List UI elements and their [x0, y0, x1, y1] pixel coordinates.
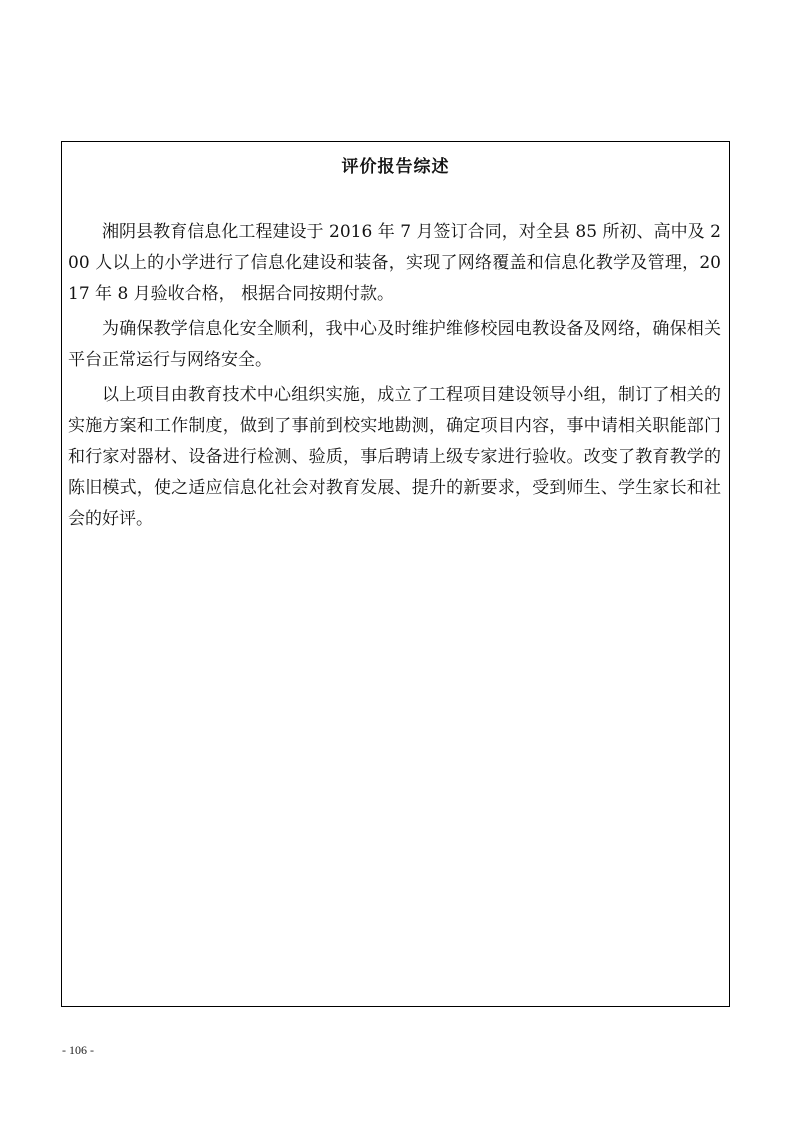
- paragraph-maintenance: 为确保教学信息化安全顺利，我中心及时维护维修校园电教设备及网络，确保相关平台正常运行与网络安全。: [68, 319, 721, 370]
- report-body: [68, 217, 721, 535]
- paragraph-project-overview: 湘阴县教育信息化工程建设于 2016 年 7 月签订合同，对全县 85 所初、高中及 200 人以上的小学进行了信息化建设和装备，实现了网络覆盖和信息化教学及管理，2017 年 8 月验收合格， 根据合同按期付款。: [68, 222, 721, 304]
- paragraph-implementation: 以上项目由教育技术中心组织实施，成立了工程项目建设领导小组，制订了相关的实施方案和工作制度，做到了事前到校实地勘测，确定项目内容，事中请相关职能部门和行家对器材、设备进行检测、验质，事后聘请上级专家进行验收。改变了教育教学的陈旧模式，使之适应信息化社会对教育发展、提升的新要求，受到师生、学生家长和社会的好评。: [68, 385, 721, 529]
- report-title: 评价报告综述: [341, 157, 450, 177]
- report-summary-box: [61, 141, 730, 1007]
- page-number: - 106 -: [62, 1043, 94, 1057]
